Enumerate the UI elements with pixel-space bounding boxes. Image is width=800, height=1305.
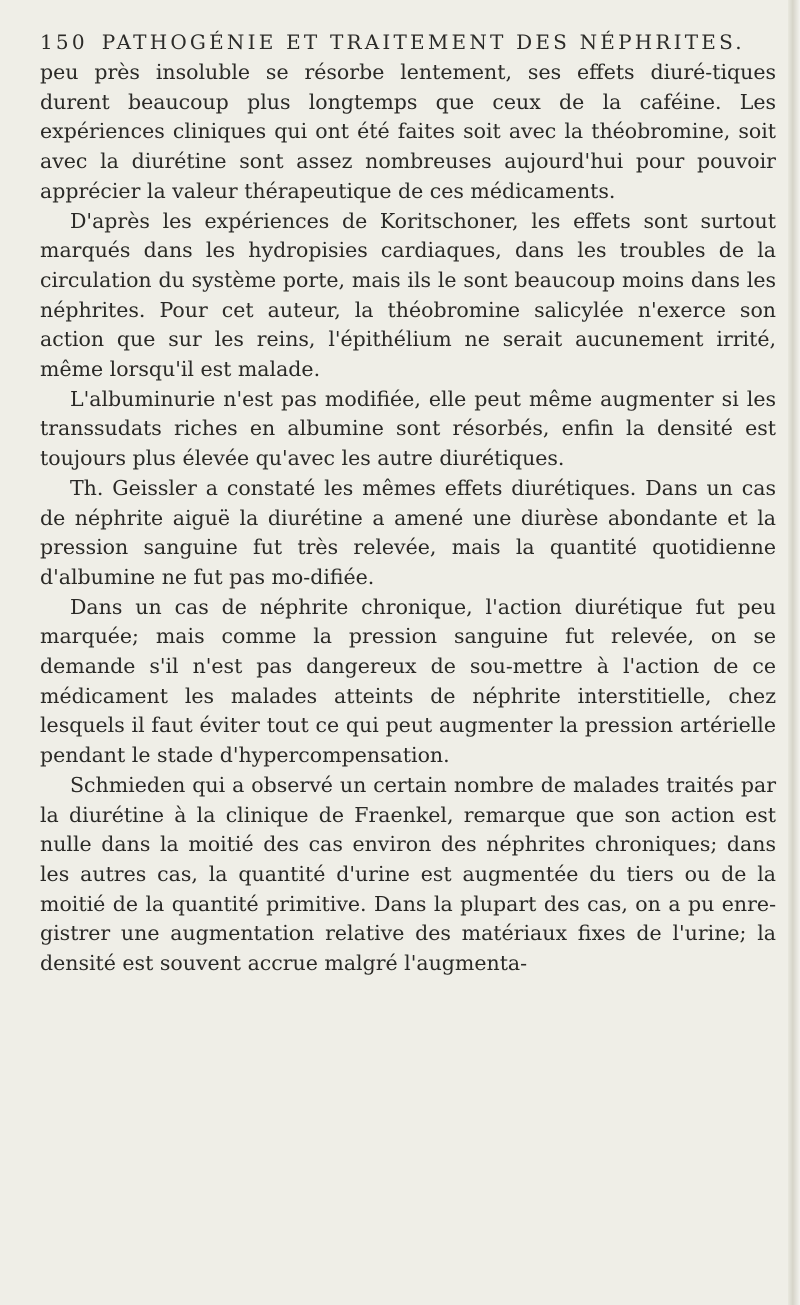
page-edge (788, 0, 800, 1305)
paragraph-koritschoner: D'après les expériences de Koritschoner, les effets sont surtout marqués dans les hydropisies cardiaques, dans les troubles de la circulation du système porte, mais ils le sont beaucoup moins dans les néphrites. Pour cet auteur, la théobromine salicylée n'exerce son action que sur les reins, l'épithélium ne serait aucunement irrité, même lorsqu'il est malade. (40, 208, 776, 382)
body-text (40, 58, 776, 979)
paragraph-geissler: Th. Geissler a constaté les mêmes effets diurétiques. Dans un cas de néphrite aiguë la diurétine a amené une diurèse abondante et la pression sanguine fut très relevée, mais la quantité quotidienne d'albumine ne fut pas mo-difiée. (40, 475, 776, 589)
paragraph-continued: peu près insoluble se résorbe lentement, ses effets diuré-tiques durent beaucoup plus longtemps que ceux de la caféine. Les expériences cliniques qui ont été faites soit avec la théobromine, soit avec la diurétine sont assez nombreuses aujourd'hui pour pouvoir apprécier la valeur thérapeutique de ces médicaments. (40, 60, 776, 203)
paragraph-schmieden: Schmieden qui a observé un certain nombre de malades traités par la diurétine à la clinique de Fraenkel, remarque que son action est nulle dans la moitié des cas environ des néphrites chroniques; dans les autres cas, la quantité d'urine est augmentée du tiers ou de la moitié de la quantité primitive. Dans la plupart des cas, on a pu enre-gistrer une augmentation relative des matériaux fixes de l'urine; la densité est souvent accrue malgré l'augmenta- (40, 772, 776, 976)
paragraph-albuminurie: L'albuminurie n'est pas modifiée, elle peut même augmenter si les transsudats riches en albumine sont résorbés, enfin la densité est toujours plus élevée qu'avec les autre diurétiques. (40, 386, 776, 471)
paragraph-nephrite-chronique: Dans un cas de néphrite chronique, l'action diurétique fut peu marquée; mais comme la pression sanguine fut relevée, on se demande s'il n'est pas dangereux de sou-mettre à l'action de ce médicament les malades atteints de néphrite interstitielle, chez lesquels il faut éviter tout ce qui peut augmenter la pression artérielle pendant le stade d'hypercompensation. (40, 594, 776, 768)
running-head (40, 30, 770, 54)
page-number: 150 (40, 30, 88, 54)
running-title: PATHOGÉNIE ET TRAITEMENT DES NÉPHRITES. (101, 30, 745, 54)
